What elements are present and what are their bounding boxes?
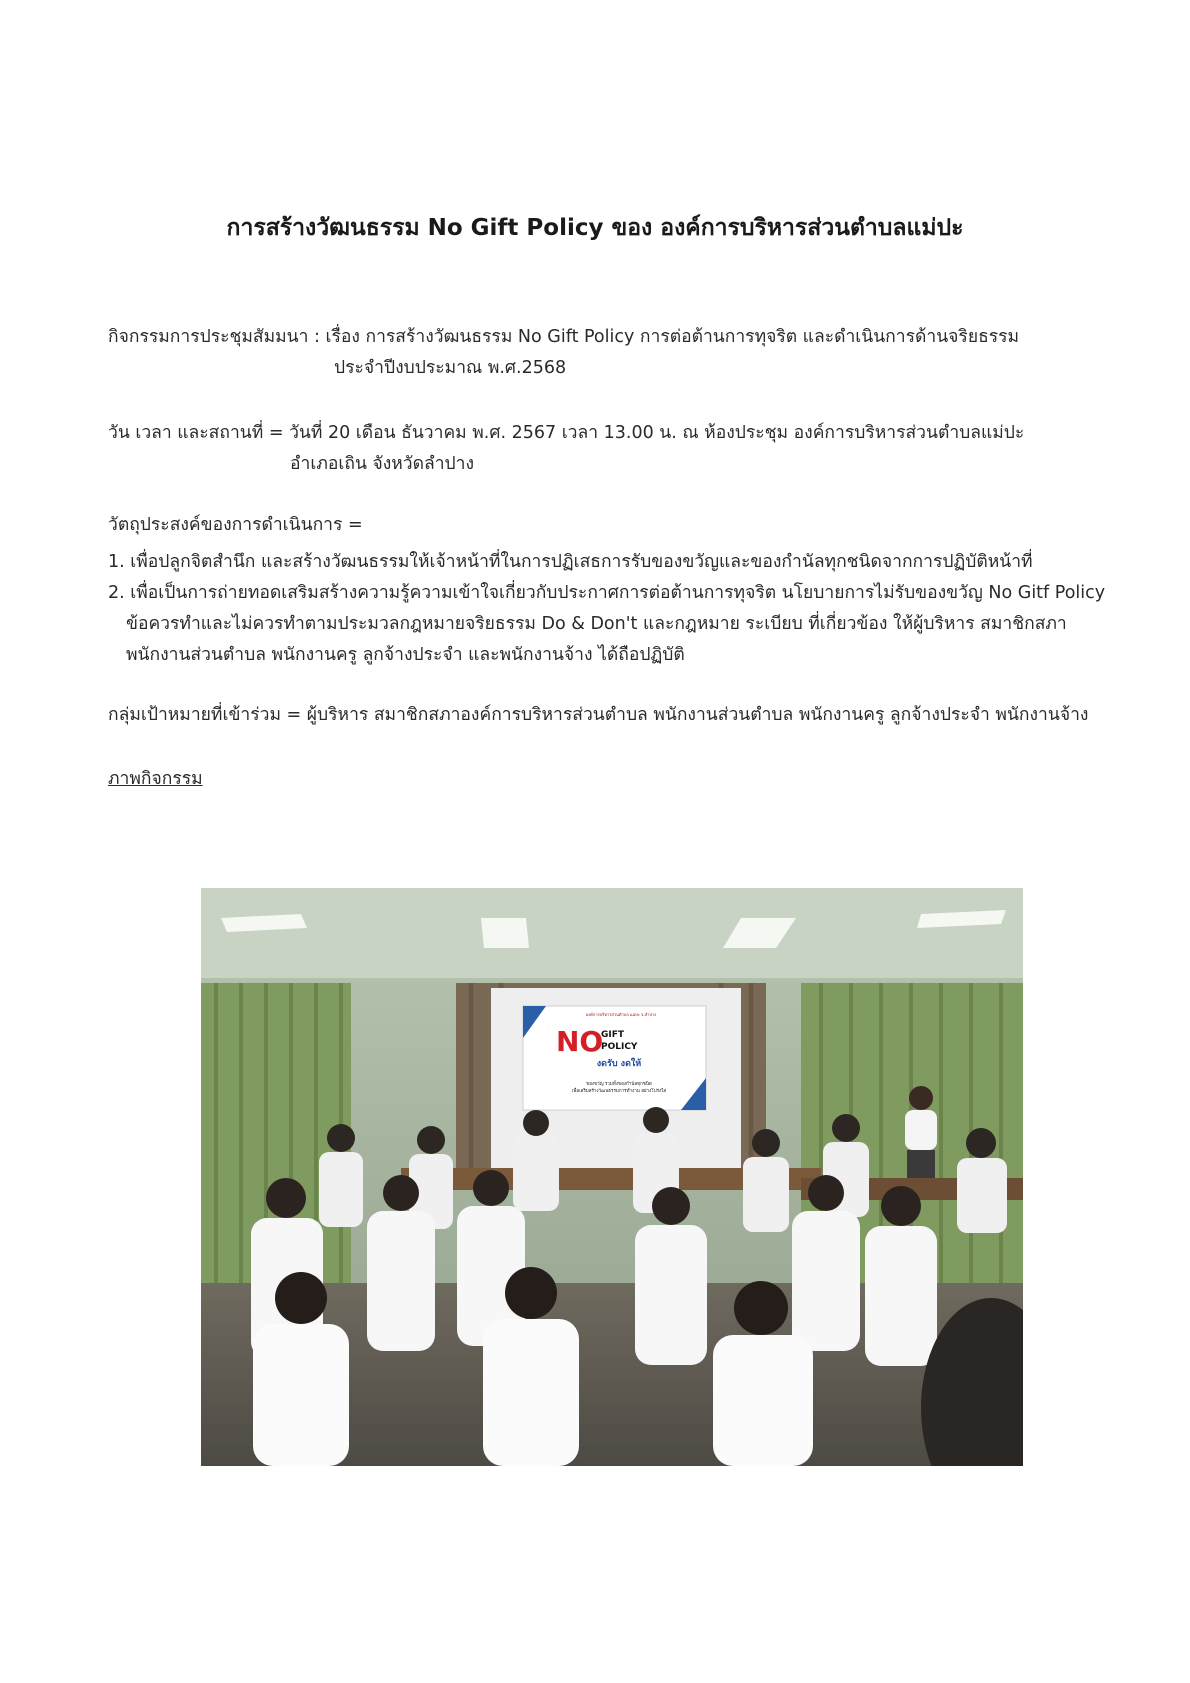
objective-item-2: 2. เพื่อเป็นการถ่ายทอดเสริมสร้างความรู้ความเข้าใจเกี่ยวกับประกาศการต่อต้านการทุจริต นโยบายการไม่รับของขวัญ No Gitf Policy [108, 583, 1106, 603]
slide-footer-2: เพื่อเสริมสร้างวัฒนธรรมการทำงาน อย่างโปร่งใส [571, 1089, 667, 1094]
slide-tagline: งดรับ งดให้ [596, 1059, 642, 1069]
photo-heading-text: ภาพกิจกรรม [108, 769, 203, 789]
activity-line-2: ประจำปีงบประมาณ พ.ศ.2568 [334, 358, 567, 378]
objectives-heading: วัตถุประสงค์ของการดำเนินการ = [108, 515, 363, 535]
datetime-line-2: อำเภอเถิน จังหวัดลำปาง [290, 454, 475, 474]
slide-footer-1: ของขวัญ รวมทั้งของกำนัลทุกชนิด [586, 1082, 652, 1087]
slide-brand: องค์การบริหารส่วนตำบล แม่ปะ จ.ลำปาง [585, 1012, 657, 1017]
objective-item-2-cont-1: ข้อควรทำและไม่ควรทำตามประมวลกฎหมายจริยธรรม Do & Don't และกฎหมาย ระเบียบ ที่เกี่ยวข้อง ให้ผู้บริหาร สมาชิกสภา [126, 614, 1067, 634]
slide-gift: GIFT [601, 1030, 625, 1040]
speaker-person [905, 1086, 937, 1180]
activity-paragraph [108, 322, 1108, 384]
slide-no: NO [556, 1025, 604, 1058]
activity-photo-illustration [201, 888, 1023, 1466]
objective-item-2-cont-2: พนักงานส่วนตำบล พนักงานครู ลูกจ้างประจำ และพนักงานจ้าง ได้ถือปฏิบัติ [126, 645, 685, 665]
datetime-line-1: วัน เวลา และสถานที่ = วันที่ 20 เดือน ธันวาคม พ.ศ. 2567 เวลา 13.00 น. ณ ห้องประชุม องค์การบริหารส่วนตำบลแม่ปะ [108, 423, 1025, 443]
slide-policy: POLICY [601, 1042, 638, 1052]
slide [523, 1006, 706, 1110]
datetime-paragraph [108, 418, 1108, 480]
ceiling-light [481, 918, 529, 948]
objectives-section [108, 510, 1108, 671]
activity-photo [201, 888, 1023, 1466]
page-title: การสร้างวัฒนธรรม No Gift Policy ของ องค์การบริหารส่วนตำบลแม่ปะ [226, 215, 964, 241]
objective-item-1: 1. เพื่อปลูกจิตสำนึก และสร้างวัฒนธรรมให้เจ้าหน้าที่ในการปฏิเสธการรับของขวัญและของกำนัลทุกชนิดจากการปฏิบัติหน้าที่ [108, 552, 1033, 572]
target-paragraph: กลุ่มเป้าหมายที่เข้าร่วม = ผู้บริหาร สมาชิกสภาองค์การบริหารส่วนตำบล พนักงานส่วนตำบล พนักงานครู ลูกจ้างประจำ พนักงานจ้าง [108, 705, 1089, 725]
photo-heading [108, 764, 1108, 795]
ceiling [201, 888, 1023, 978]
activity-line-1: กิจกรรมการประชุมสัมมนา : เรื่อง การสร้างวัฒนธรรม No Gift Policy การต่อต้านการทุจริต และดำเนินการด้านจริยธรรม [108, 327, 1020, 347]
